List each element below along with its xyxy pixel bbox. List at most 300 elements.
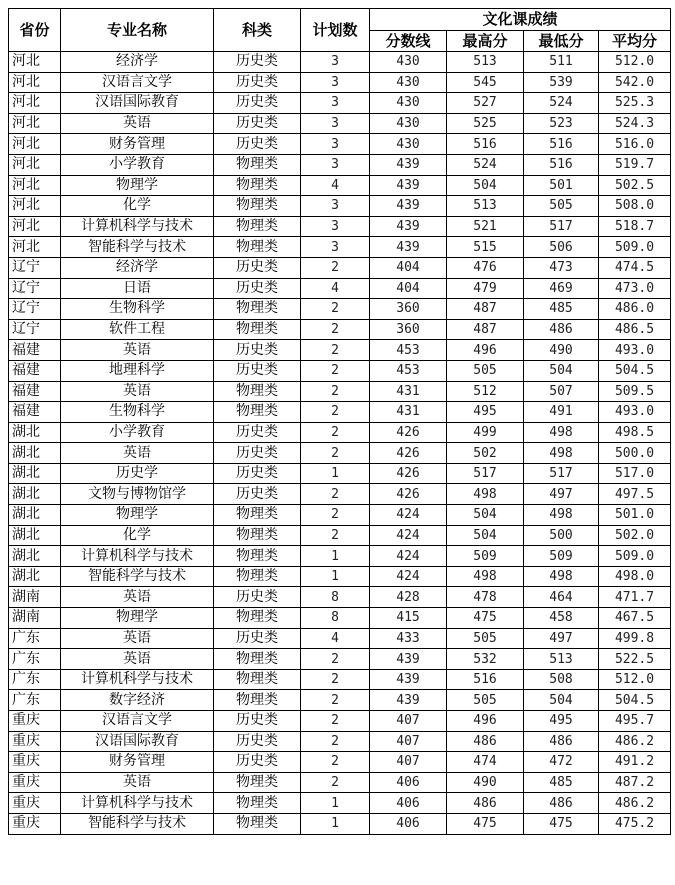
cell-category: 物理类 xyxy=(214,299,301,320)
cell-max: 475 xyxy=(447,813,524,834)
cell-avg: 502.0 xyxy=(599,525,671,546)
cell-major: 英语 xyxy=(61,772,214,793)
table-row xyxy=(9,257,671,278)
cell-min: 506 xyxy=(524,237,599,258)
cell-avg: 497.5 xyxy=(599,484,671,505)
cell-plan: 3 xyxy=(301,52,370,73)
cell-cutoff: 415 xyxy=(370,608,447,629)
cell-min: 498 xyxy=(524,422,599,443)
cell-major: 计算机科学与技术 xyxy=(61,793,214,814)
admission-scores-table xyxy=(8,8,671,835)
cell-avg: 491.2 xyxy=(599,752,671,773)
cell-plan: 3 xyxy=(301,196,370,217)
cell-major: 经济学 xyxy=(61,257,214,278)
cell-avg: 498.0 xyxy=(599,566,671,587)
cell-plan: 2 xyxy=(301,402,370,423)
cell-category: 历史类 xyxy=(214,628,301,649)
table-row xyxy=(9,381,671,402)
cell-province: 辽宁 xyxy=(9,299,61,320)
cell-cutoff: 426 xyxy=(370,463,447,484)
cell-avg: 525.3 xyxy=(599,93,671,114)
cell-avg: 486.5 xyxy=(599,319,671,340)
cell-province: 湖北 xyxy=(9,463,61,484)
cell-cutoff: 431 xyxy=(370,402,447,423)
cell-min: 486 xyxy=(524,731,599,752)
table-row xyxy=(9,52,671,73)
cell-cutoff: 426 xyxy=(370,484,447,505)
cell-major: 智能科学与技术 xyxy=(61,566,214,587)
cell-category: 物理类 xyxy=(214,216,301,237)
cell-avg: 504.5 xyxy=(599,690,671,711)
cell-province: 辽宁 xyxy=(9,257,61,278)
cell-avg: 493.0 xyxy=(599,402,671,423)
cell-category: 物理类 xyxy=(214,690,301,711)
cell-plan: 3 xyxy=(301,93,370,114)
cell-avg: 498.5 xyxy=(599,422,671,443)
cell-province: 广东 xyxy=(9,649,61,670)
cell-min: 472 xyxy=(524,752,599,773)
cell-cutoff: 431 xyxy=(370,381,447,402)
cell-cutoff: 406 xyxy=(370,813,447,834)
cell-plan: 2 xyxy=(301,690,370,711)
cell-province: 广东 xyxy=(9,669,61,690)
cell-province: 河北 xyxy=(9,93,61,114)
cell-major: 文物与博物馆学 xyxy=(61,484,214,505)
cell-avg: 486.0 xyxy=(599,299,671,320)
cell-cutoff: 424 xyxy=(370,505,447,526)
cell-province: 重庆 xyxy=(9,752,61,773)
cell-major: 化学 xyxy=(61,196,214,217)
cell-province: 湖北 xyxy=(9,484,61,505)
cell-min: 473 xyxy=(524,257,599,278)
table-row xyxy=(9,278,671,299)
cell-province: 湖北 xyxy=(9,546,61,567)
header-province: 省份 xyxy=(9,9,61,52)
table-row xyxy=(9,216,671,237)
cell-max: 495 xyxy=(447,402,524,423)
cell-province: 河北 xyxy=(9,237,61,258)
header-row xyxy=(9,9,671,31)
cell-min: 508 xyxy=(524,669,599,690)
cell-province: 河北 xyxy=(9,52,61,73)
cell-max: 545 xyxy=(447,72,524,93)
cell-max: 490 xyxy=(447,772,524,793)
cell-min: 475 xyxy=(524,813,599,834)
cell-avg: 518.7 xyxy=(599,216,671,237)
cell-province: 福建 xyxy=(9,402,61,423)
cell-max: 505 xyxy=(447,690,524,711)
cell-cutoff: 406 xyxy=(370,772,447,793)
table-row xyxy=(9,72,671,93)
header-avg: 平均分 xyxy=(599,31,671,52)
cell-min: 517 xyxy=(524,463,599,484)
cell-category: 物理类 xyxy=(214,196,301,217)
table-row xyxy=(9,628,671,649)
cell-category: 物理类 xyxy=(214,669,301,690)
cell-plan: 3 xyxy=(301,154,370,175)
table-row xyxy=(9,175,671,196)
cell-cutoff: 407 xyxy=(370,711,447,732)
table-row xyxy=(9,319,671,340)
cell-province: 辽宁 xyxy=(9,278,61,299)
cell-max: 476 xyxy=(447,257,524,278)
table-row xyxy=(9,113,671,134)
cell-avg: 487.2 xyxy=(599,772,671,793)
cell-cutoff: 439 xyxy=(370,175,447,196)
cell-plan: 1 xyxy=(301,463,370,484)
header-plan: 计划数 xyxy=(301,9,370,52)
cell-major: 数字经济 xyxy=(61,690,214,711)
cell-min: 491 xyxy=(524,402,599,423)
cell-cutoff: 426 xyxy=(370,443,447,464)
cell-province: 重庆 xyxy=(9,793,61,814)
cell-plan: 1 xyxy=(301,793,370,814)
cell-cutoff: 439 xyxy=(370,154,447,175)
table-row xyxy=(9,752,671,773)
cell-avg: 542.0 xyxy=(599,72,671,93)
cell-major: 小学教育 xyxy=(61,154,214,175)
cell-min: 495 xyxy=(524,711,599,732)
cell-category: 物理类 xyxy=(214,154,301,175)
cell-plan: 2 xyxy=(301,340,370,361)
cell-min: 497 xyxy=(524,484,599,505)
table-row xyxy=(9,484,671,505)
cell-max: 515 xyxy=(447,237,524,258)
cell-plan: 2 xyxy=(301,505,370,526)
cell-cutoff: 439 xyxy=(370,216,447,237)
cell-avg: 500.0 xyxy=(599,443,671,464)
cell-avg: 475.2 xyxy=(599,813,671,834)
table-row xyxy=(9,793,671,814)
cell-major: 汉语国际教育 xyxy=(61,93,214,114)
cell-major: 生物科学 xyxy=(61,402,214,423)
cell-province: 广东 xyxy=(9,628,61,649)
cell-avg: 467.5 xyxy=(599,608,671,629)
cell-max: 513 xyxy=(447,52,524,73)
cell-major: 生物科学 xyxy=(61,299,214,320)
cell-plan: 2 xyxy=(301,319,370,340)
cell-plan: 2 xyxy=(301,731,370,752)
cell-avg: 509.0 xyxy=(599,546,671,567)
cell-max: 498 xyxy=(447,566,524,587)
table-row xyxy=(9,402,671,423)
cell-plan: 2 xyxy=(301,360,370,381)
cell-major: 英语 xyxy=(61,649,214,670)
cell-category: 物理类 xyxy=(214,566,301,587)
cell-max: 486 xyxy=(447,793,524,814)
cell-min: 539 xyxy=(524,72,599,93)
cell-min: 524 xyxy=(524,93,599,114)
table-body xyxy=(9,52,671,835)
cell-major: 计算机科学与技术 xyxy=(61,546,214,567)
cell-min: 516 xyxy=(524,134,599,155)
table-row xyxy=(9,463,671,484)
cell-min: 517 xyxy=(524,216,599,237)
cell-category: 历史类 xyxy=(214,422,301,443)
cell-category: 物理类 xyxy=(214,772,301,793)
cell-major: 物理学 xyxy=(61,505,214,526)
cell-plan: 2 xyxy=(301,711,370,732)
cell-plan: 1 xyxy=(301,813,370,834)
cell-category: 物理类 xyxy=(214,505,301,526)
cell-min: 513 xyxy=(524,649,599,670)
cell-max: 487 xyxy=(447,319,524,340)
cell-plan: 4 xyxy=(301,175,370,196)
cell-cutoff: 428 xyxy=(370,587,447,608)
cell-major: 物理学 xyxy=(61,175,214,196)
cell-cutoff: 430 xyxy=(370,93,447,114)
cell-avg: 499.8 xyxy=(599,628,671,649)
cell-province: 河北 xyxy=(9,154,61,175)
cell-province: 福建 xyxy=(9,360,61,381)
cell-max: 499 xyxy=(447,422,524,443)
cell-cutoff: 360 xyxy=(370,299,447,320)
cell-max: 496 xyxy=(447,711,524,732)
cell-major: 英语 xyxy=(61,381,214,402)
cell-min: 486 xyxy=(524,319,599,340)
table-row xyxy=(9,608,671,629)
cell-min: 498 xyxy=(524,566,599,587)
cell-category: 历史类 xyxy=(214,72,301,93)
cell-min: 507 xyxy=(524,381,599,402)
cell-plan: 1 xyxy=(301,546,370,567)
cell-max: 487 xyxy=(447,299,524,320)
header-min: 最低分 xyxy=(524,31,599,52)
cell-province: 湖北 xyxy=(9,505,61,526)
cell-category: 物理类 xyxy=(214,319,301,340)
cell-province: 重庆 xyxy=(9,772,61,793)
table-row xyxy=(9,196,671,217)
cell-plan: 2 xyxy=(301,299,370,320)
cell-avg: 471.7 xyxy=(599,587,671,608)
cell-category: 物理类 xyxy=(214,402,301,423)
table-row xyxy=(9,443,671,464)
cell-category: 物理类 xyxy=(214,525,301,546)
cell-min: 498 xyxy=(524,505,599,526)
cell-max: 504 xyxy=(447,505,524,526)
cell-category: 历史类 xyxy=(214,360,301,381)
cell-max: 496 xyxy=(447,340,524,361)
cell-category: 物理类 xyxy=(214,793,301,814)
cell-cutoff: 404 xyxy=(370,257,447,278)
cell-cutoff: 430 xyxy=(370,52,447,73)
cell-max: 517 xyxy=(447,463,524,484)
cell-category: 历史类 xyxy=(214,52,301,73)
cell-major: 智能科学与技术 xyxy=(61,237,214,258)
table-row xyxy=(9,649,671,670)
cell-plan: 4 xyxy=(301,278,370,299)
cell-cutoff: 404 xyxy=(370,278,447,299)
cell-plan: 2 xyxy=(301,422,370,443)
cell-plan: 4 xyxy=(301,628,370,649)
cell-category: 物理类 xyxy=(214,175,301,196)
cell-min: 490 xyxy=(524,340,599,361)
cell-max: 532 xyxy=(447,649,524,670)
cell-min: 498 xyxy=(524,443,599,464)
cell-plan: 2 xyxy=(301,752,370,773)
cell-max: 512 xyxy=(447,381,524,402)
table-row xyxy=(9,690,671,711)
cell-province: 福建 xyxy=(9,340,61,361)
table-row xyxy=(9,134,671,155)
cell-plan: 2 xyxy=(301,257,370,278)
cell-avg: 509.0 xyxy=(599,237,671,258)
cell-major: 地理科学 xyxy=(61,360,214,381)
cell-avg: 473.0 xyxy=(599,278,671,299)
table-row xyxy=(9,360,671,381)
cell-category: 历史类 xyxy=(214,113,301,134)
cell-province: 重庆 xyxy=(9,711,61,732)
cell-major: 汉语言文学 xyxy=(61,72,214,93)
cell-cutoff: 424 xyxy=(370,525,447,546)
cell-plan: 2 xyxy=(301,484,370,505)
cell-major: 英语 xyxy=(61,443,214,464)
table-row xyxy=(9,772,671,793)
cell-province: 湖南 xyxy=(9,608,61,629)
table-row xyxy=(9,669,671,690)
cell-province: 重庆 xyxy=(9,731,61,752)
cell-province: 河北 xyxy=(9,113,61,134)
cell-major: 计算机科学与技术 xyxy=(61,669,214,690)
cell-min: 469 xyxy=(524,278,599,299)
cell-cutoff: 453 xyxy=(370,360,447,381)
cell-max: 479 xyxy=(447,278,524,299)
header-major: 专业名称 xyxy=(61,9,214,52)
cell-plan: 3 xyxy=(301,113,370,134)
cell-max: 474 xyxy=(447,752,524,773)
header-cutoff: 分数线 xyxy=(370,31,447,52)
cell-avg: 504.5 xyxy=(599,360,671,381)
cell-plan: 3 xyxy=(301,72,370,93)
cell-avg: 493.0 xyxy=(599,340,671,361)
cell-max: 516 xyxy=(447,669,524,690)
cell-major: 英语 xyxy=(61,587,214,608)
cell-cutoff: 407 xyxy=(370,731,447,752)
table-row xyxy=(9,237,671,258)
cell-cutoff: 424 xyxy=(370,546,447,567)
cell-category: 历史类 xyxy=(214,443,301,464)
cell-avg: 486.2 xyxy=(599,731,671,752)
cell-category: 物理类 xyxy=(214,649,301,670)
cell-min: 497 xyxy=(524,628,599,649)
cell-max: 504 xyxy=(447,175,524,196)
cell-cutoff: 430 xyxy=(370,72,447,93)
cell-major: 日语 xyxy=(61,278,214,299)
table-row xyxy=(9,340,671,361)
cell-province: 河北 xyxy=(9,196,61,217)
cell-category: 历史类 xyxy=(214,340,301,361)
cell-category: 物理类 xyxy=(214,381,301,402)
table-row xyxy=(9,587,671,608)
cell-max: 504 xyxy=(447,525,524,546)
cell-province: 湖北 xyxy=(9,525,61,546)
cell-min: 509 xyxy=(524,546,599,567)
cell-plan: 3 xyxy=(301,134,370,155)
cell-plan: 2 xyxy=(301,525,370,546)
cell-plan: 1 xyxy=(301,566,370,587)
cell-max: 527 xyxy=(447,93,524,114)
cell-major: 英语 xyxy=(61,113,214,134)
cell-cutoff: 430 xyxy=(370,113,447,134)
cell-min: 500 xyxy=(524,525,599,546)
cell-avg: 486.2 xyxy=(599,793,671,814)
cell-category: 物理类 xyxy=(214,608,301,629)
cell-avg: 517.0 xyxy=(599,463,671,484)
cell-max: 475 xyxy=(447,608,524,629)
cell-min: 501 xyxy=(524,175,599,196)
cell-avg: 512.0 xyxy=(599,669,671,690)
cell-max: 513 xyxy=(447,196,524,217)
cell-plan: 8 xyxy=(301,587,370,608)
cell-avg: 502.5 xyxy=(599,175,671,196)
header-scores-group: 文化课成绩 xyxy=(370,9,671,31)
cell-province: 河北 xyxy=(9,175,61,196)
cell-cutoff: 453 xyxy=(370,340,447,361)
cell-max: 486 xyxy=(447,731,524,752)
cell-min: 504 xyxy=(524,690,599,711)
cell-plan: 3 xyxy=(301,216,370,237)
cell-min: 505 xyxy=(524,196,599,217)
cell-category: 历史类 xyxy=(214,731,301,752)
cell-avg: 524.3 xyxy=(599,113,671,134)
cell-min: 485 xyxy=(524,299,599,320)
cell-plan: 2 xyxy=(301,649,370,670)
cell-major: 历史学 xyxy=(61,463,214,484)
cell-avg: 508.0 xyxy=(599,196,671,217)
cell-category: 历史类 xyxy=(214,278,301,299)
cell-category: 历史类 xyxy=(214,93,301,114)
cell-major: 计算机科学与技术 xyxy=(61,216,214,237)
table-row xyxy=(9,299,671,320)
cell-province: 湖北 xyxy=(9,443,61,464)
cell-province: 河北 xyxy=(9,134,61,155)
cell-category: 历史类 xyxy=(214,463,301,484)
cell-cutoff: 430 xyxy=(370,134,447,155)
cell-category: 历史类 xyxy=(214,752,301,773)
cell-major: 化学 xyxy=(61,525,214,546)
cell-province: 重庆 xyxy=(9,813,61,834)
cell-max: 516 xyxy=(447,134,524,155)
cell-max: 502 xyxy=(447,443,524,464)
cell-major: 软件工程 xyxy=(61,319,214,340)
table-row xyxy=(9,546,671,567)
cell-major: 财务管理 xyxy=(61,134,214,155)
cell-major: 小学教育 xyxy=(61,422,214,443)
cell-plan: 2 xyxy=(301,381,370,402)
cell-avg: 516.0 xyxy=(599,134,671,155)
table-row xyxy=(9,154,671,175)
cell-province: 湖北 xyxy=(9,422,61,443)
cell-province: 河北 xyxy=(9,72,61,93)
cell-major: 经济学 xyxy=(61,52,214,73)
cell-cutoff: 439 xyxy=(370,237,447,258)
cell-major: 英语 xyxy=(61,340,214,361)
cell-cutoff: 407 xyxy=(370,752,447,773)
cell-major: 财务管理 xyxy=(61,752,214,773)
cell-avg: 495.7 xyxy=(599,711,671,732)
table-row xyxy=(9,505,671,526)
cell-cutoff: 439 xyxy=(370,649,447,670)
cell-max: 505 xyxy=(447,360,524,381)
cell-min: 523 xyxy=(524,113,599,134)
cell-cutoff: 426 xyxy=(370,422,447,443)
cell-min: 516 xyxy=(524,154,599,175)
cell-avg: 512.0 xyxy=(599,52,671,73)
cell-province: 广东 xyxy=(9,690,61,711)
cell-min: 485 xyxy=(524,772,599,793)
cell-category: 物理类 xyxy=(214,237,301,258)
cell-plan: 3 xyxy=(301,237,370,258)
